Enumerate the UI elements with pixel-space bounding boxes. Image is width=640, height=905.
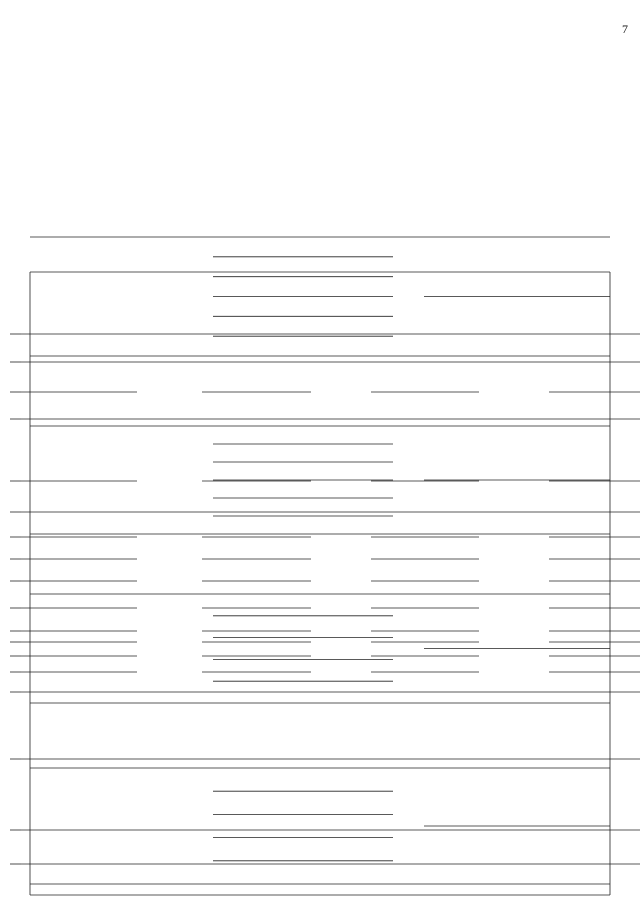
target-value	[612, 363, 624, 390]
executor	[374, 482, 414, 510]
indicator-name	[374, 420, 423, 479]
target-value	[552, 296, 564, 332]
control-date	[314, 335, 326, 360]
indicator-unit	[260, 393, 282, 417]
target-value	[24, 363, 36, 390]
target-value	[205, 363, 217, 390]
item-name	[314, 760, 368, 828]
target-value	[428, 335, 440, 360]
item-name	[140, 760, 199, 828]
target-value	[260, 296, 272, 332]
target-value	[552, 335, 564, 360]
responsible-person	[552, 693, 640, 757]
control-date	[482, 296, 494, 332]
executor	[205, 482, 245, 510]
indicator-name	[612, 420, 640, 479]
target-value	[260, 363, 272, 390]
target-value	[24, 296, 36, 332]
indicator-name	[205, 420, 255, 479]
target-value	[205, 296, 217, 332]
target-value	[82, 363, 94, 390]
indicator-name	[24, 420, 77, 479]
indicator-unit	[24, 393, 44, 417]
item-name	[24, 760, 134, 828]
row-kind	[24, 831, 134, 862]
target-value	[552, 363, 564, 390]
indicator-name	[428, 420, 477, 479]
indicator-name	[260, 420, 310, 479]
indicator-unit	[82, 393, 104, 417]
row-kind	[314, 831, 368, 862]
page-number: 7	[622, 22, 628, 36]
row-kind	[374, 831, 476, 862]
target-value	[374, 363, 386, 390]
target-value	[82, 296, 94, 332]
indicator-unit	[552, 393, 572, 417]
target-value	[205, 335, 217, 360]
target-value	[260, 335, 272, 360]
row-number	[24, 864, 134, 874]
item-name	[552, 760, 640, 828]
target-value	[24, 335, 36, 360]
row-number	[205, 864, 308, 874]
target-value	[612, 296, 624, 332]
indicator-unit	[374, 393, 394, 417]
target-value	[428, 363, 440, 390]
control-date	[140, 296, 152, 332]
indicator-unit	[612, 393, 634, 417]
target-value	[612, 335, 624, 360]
row-kind	[482, 831, 546, 862]
target-value	[428, 296, 440, 332]
row-number	[552, 864, 640, 874]
row-number	[374, 864, 476, 874]
responsible-person	[24, 693, 134, 757]
target-value	[374, 296, 386, 332]
indicator-unit	[205, 393, 225, 417]
row-kind	[205, 831, 308, 862]
row-kind	[552, 831, 640, 862]
item-name	[205, 760, 308, 828]
responsible-person	[205, 693, 308, 757]
executor	[24, 482, 64, 510]
target-value	[374, 335, 386, 360]
item-name	[482, 760, 546, 828]
indicator-unit	[428, 393, 450, 417]
target-value	[82, 335, 94, 360]
indicator-name	[82, 420, 135, 479]
executor	[552, 482, 592, 510]
responsible-person	[374, 693, 476, 757]
indicator-name	[552, 420, 607, 479]
row-kind	[140, 831, 199, 862]
item-name	[374, 760, 476, 828]
